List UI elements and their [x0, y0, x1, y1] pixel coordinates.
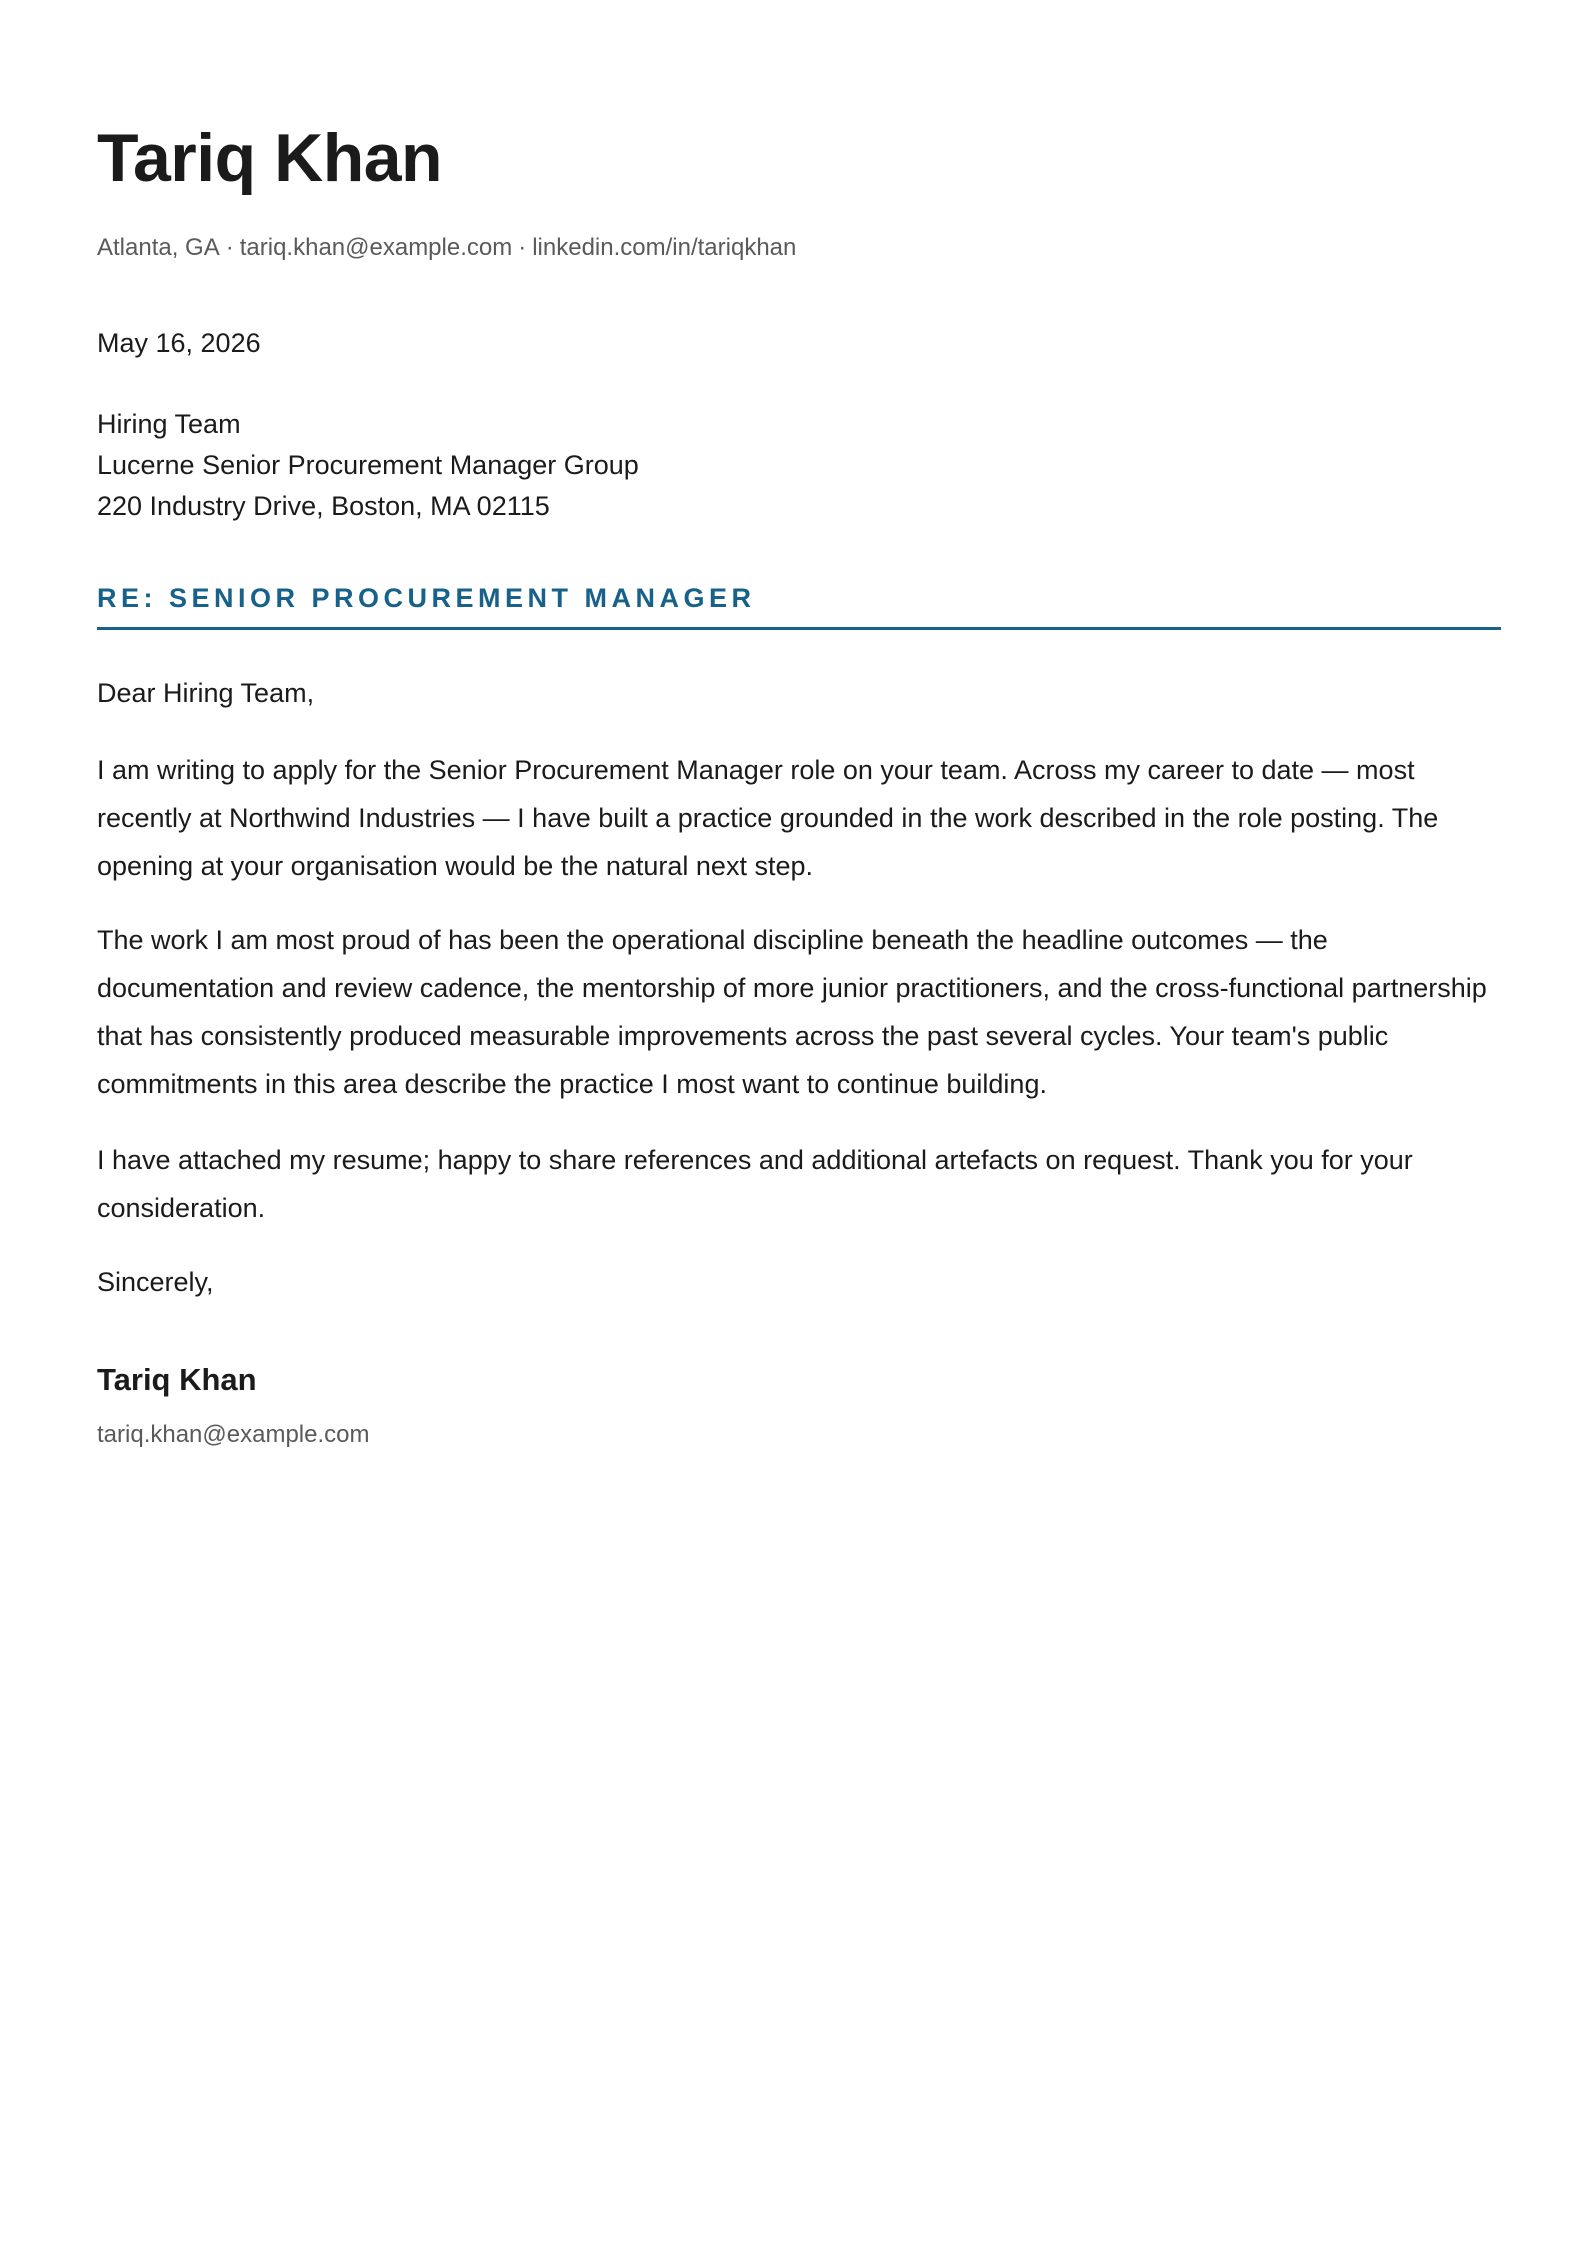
body-paragraph-3: I have attached my resume; happy to share references and additional artefacts on request. Thank you for your consideration.: [97, 1145, 1413, 1223]
letter-date: May 16, 2026: [97, 328, 261, 358]
subject-heading: RE: SENIOR PROCUREMENT MANAGER: [97, 583, 756, 613]
recipient-block: [97, 404, 639, 527]
salutation: Dear Hiring Team,: [97, 678, 315, 708]
sender-name: Tariq Khan: [97, 120, 443, 196]
sender-email: tariq.khan@example.com: [239, 234, 513, 261]
contact-separator: ·: [518, 234, 527, 261]
sender-linkedin: linkedin.com/in/tariqkhan: [532, 234, 797, 261]
contact-line: [97, 232, 796, 264]
signature-name: Tariq Khan: [97, 1362, 257, 1397]
signature-email: tariq.khan@example.com: [97, 1421, 370, 1448]
body-paragraph-2: The work I am most proud of has been the operational discipline beneath the headline outcomes — the documentation and review cadence, the mentorship of more junior practitioners, and the cross-functional partnership that has consistently produced measurable improvements across the past several cycles. Your team's public commitments in this area describe the practice I most want to continue building.: [97, 925, 1487, 1099]
recipient-line-3: 220 Industry Drive, Boston, MA 02115: [97, 491, 550, 521]
sender-location: Atlanta, GA: [97, 234, 220, 261]
recipient-line-1: Hiring Team: [97, 409, 241, 439]
closing: Sincerely,: [97, 1267, 214, 1297]
recipient-line-2: Lucerne Senior Procurement Manager Group: [97, 450, 639, 480]
subject-divider: [97, 627, 1501, 630]
body-paragraph-1: I am writing to apply for the Senior Procurement Manager role on your team. Across my career to date — most recently at Northwind Industries — I have built a practice grounded in the work described in the role posting. The opening at your organisation would be the natural next step.: [97, 755, 1439, 881]
contact-separator: ·: [225, 234, 234, 261]
